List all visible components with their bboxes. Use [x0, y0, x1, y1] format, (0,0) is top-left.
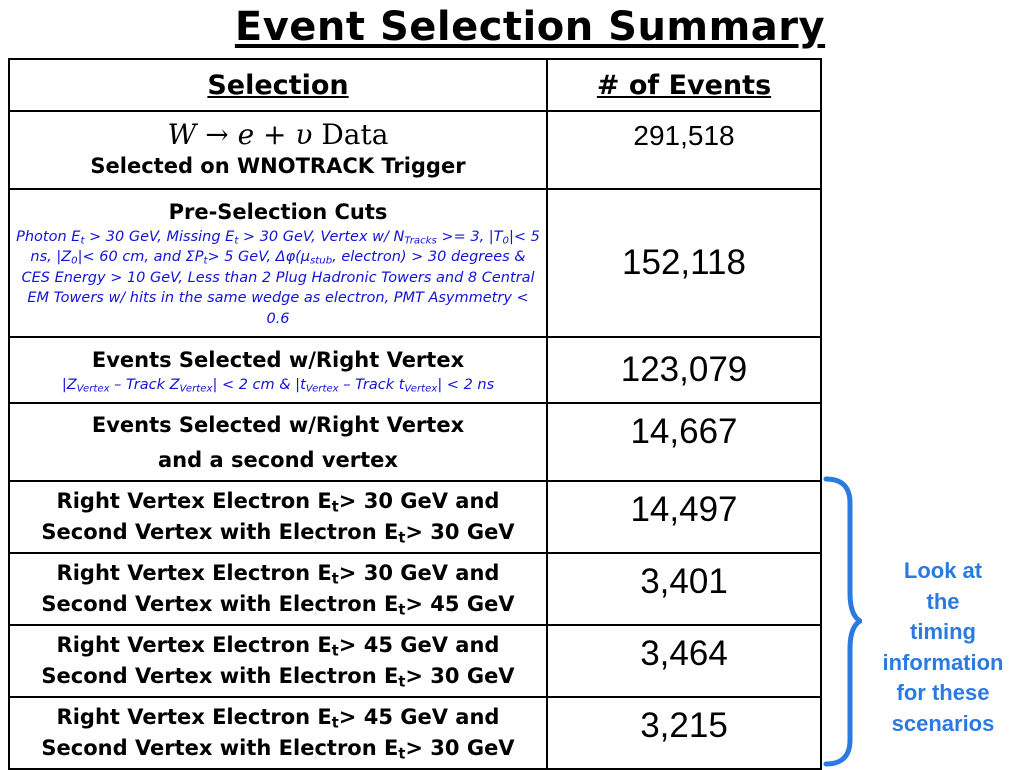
- table-row: [9, 337, 821, 403]
- page-title: Event Selection Summary: [234, 4, 826, 50]
- selection-cell: Right Vertex Electron $E_t> 30$ GeV and Second Vertex with Electron $E_t> 45$ GeV: [9, 553, 547, 625]
- event-selection-table: [8, 58, 822, 770]
- selection-cell: [9, 337, 547, 403]
- event-count: 291,518: [547, 111, 821, 189]
- selection-cell: Right Vertex Electron $E_t> 45$ GeV and Second Vertex with Electron $E_t> 30$ GeV: [9, 625, 547, 697]
- table-row: [9, 697, 821, 769]
- event-count: 152,118: [547, 189, 821, 337]
- event-count: 3,401: [547, 553, 821, 625]
- selection-cell: [9, 189, 547, 337]
- table-row: [9, 111, 821, 189]
- selection-cell: [9, 111, 547, 189]
- selection-label: Events Selected w/Right Vertex: [91, 347, 465, 372]
- cut-description: Photon $E_t > 30$ GeV, Missing $E_t > 30$ GeV, Vertex w/ $N_{Tracks} >= 3$, $|T_0|< 5$ ns, $|Z_0|< 60$ cm, and $\Sigma P_t> 5$ GeV, $\Delta\varphi(\mu_{stub}$, electron) > 30 degrees & CES Energy > 10 GeV, Less than 2 Plug Hadronic Towers and 8 Central EM Towers w/ hits in the same wedge as electron, PMT Asymmetry < 0.6: [16, 228, 540, 327]
- table-row: [9, 553, 821, 625]
- table-row: [9, 625, 821, 697]
- table-row: [9, 403, 821, 481]
- side-note-line: information: [882, 649, 1004, 675]
- event-count: 123,079: [547, 337, 821, 403]
- curly-brace-icon: [818, 475, 862, 768]
- table-row: [9, 189, 821, 337]
- selection-label: Selected on WNOTRACK Trigger: [90, 153, 466, 178]
- selection-label: Pre-Selection Cuts: [168, 199, 388, 224]
- table-row: [9, 481, 821, 553]
- formula: W → e + υ Data: [167, 117, 389, 151]
- side-note-line: scenarios: [891, 710, 995, 736]
- table-header-row: [9, 59, 821, 111]
- event-count: 14,667: [547, 403, 821, 481]
- selection-cell: [9, 403, 547, 481]
- event-count: 3,464: [547, 625, 821, 697]
- selection-label: Events Selected w/Right Vertex: [91, 413, 465, 437]
- side-note-line: timing: [910, 619, 976, 644]
- side-note-line: Look at: [903, 558, 983, 583]
- event-count: 14,497: [547, 481, 821, 553]
- selection-cell: Right Vertex Electron $E_t> 30$ GeV and Second Vertex with Electron $E_t> 30$ GeV: [9, 481, 547, 553]
- selection-cell: Right Vertex Electron $E_t> 45$ GeV and Second Vertex with Electron $E_t> 30$ GeV: [9, 697, 547, 769]
- selection-header: Selection: [9, 59, 547, 111]
- selection-label-line2: and a second vertex: [158, 448, 398, 472]
- event-count: 3,215: [547, 697, 821, 769]
- side-note-line: the: [926, 588, 960, 614]
- side-note-line: for these: [896, 680, 990, 705]
- vertex-cut: $|Z_{Vertex}$ – Track $Z_{Vertex}| < 2$ cm & $|t_{Vertex}$ – Track $t_{Vertex}| < 2$ ns: [61, 376, 495, 395]
- events-header: # of Events: [547, 59, 821, 111]
- side-note: [862, 556, 1024, 739]
